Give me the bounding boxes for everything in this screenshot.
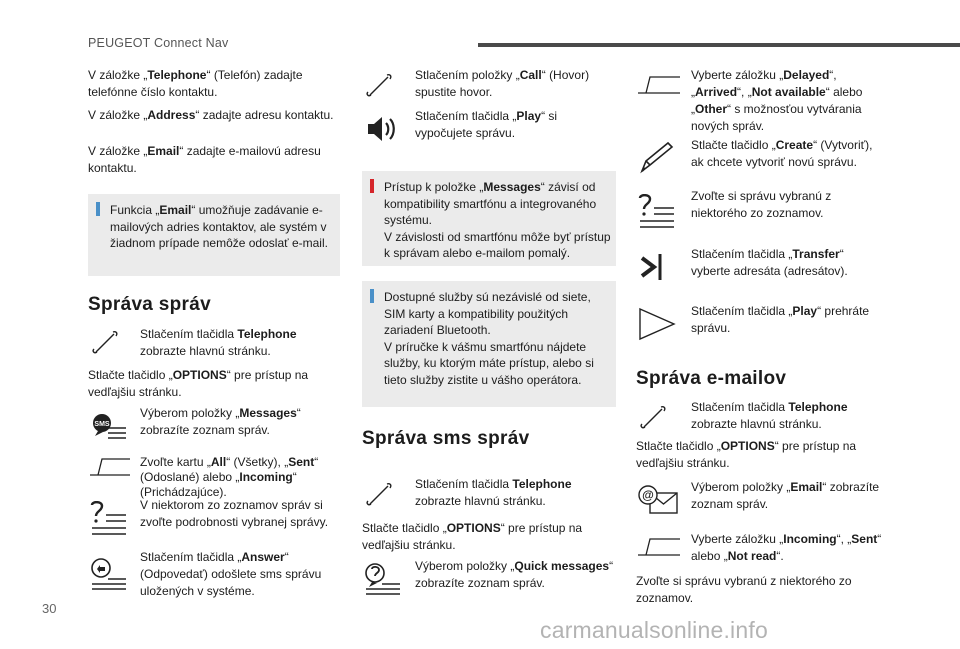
step-quick-messages — [362, 558, 616, 598]
tab-icon — [636, 73, 682, 97]
transfer-icon — [636, 250, 676, 284]
step-text: Stlačením tlačidla „Play“ prehráte správu. — [691, 304, 870, 335]
tab-icon — [636, 535, 682, 559]
message-details-icon — [636, 194, 678, 230]
phone-handset-icon — [362, 73, 396, 99]
paragraph-email-tab: V záložke „Email“ zadajte e-mailovú adresu kontaktu. — [88, 144, 321, 175]
heading-message-management: Správa správ — [88, 294, 211, 315]
step-text: Stlačením položky „Call“ (Hovor) spustite hovor. — [415, 68, 590, 99]
heading-sms-management: Správa sms správ — [362, 428, 530, 449]
message-details-icon — [88, 501, 130, 537]
step-text: Stlačením tlačidla Telephone zobrazte hlavnú stránku. — [691, 400, 848, 431]
step-call — [362, 67, 614, 103]
step-text: Stlačením tlačidla „Play“ si vypočujete správu. — [415, 109, 558, 140]
step-play-email — [636, 303, 886, 343]
info-note-text: Funkcia „Email“ umožňuje zadávanie e-mailových adries kontaktov, ale systém v žiadnom prípade nemôže odoslať e-mail. — [110, 203, 328, 250]
step-text: Výberom položky „Email“ zobrazíte zoznam správ. — [691, 480, 880, 511]
info-note-services — [362, 281, 616, 407]
heading-email-management: Správa e-mailov — [636, 368, 787, 389]
step-play — [362, 108, 614, 148]
step-text: Zvoľte kartu „All“ (Všetky), „Sent“ (Odoslané) alebo „Incoming“ (Prichádzajúce). — [140, 455, 319, 499]
paragraph-options: Stlačte tlačidlo „OPTIONS“ pre prístup na vedľajšiu stránku. — [88, 368, 309, 399]
quick-message-icon — [362, 560, 404, 596]
step-telephone-main — [88, 326, 338, 362]
step-text: V niektorom zo zoznamov správ si zvoľte podrobnosti vybranej správy. — [140, 498, 329, 529]
header-title: PEUGEOT Connect Nav — [88, 36, 229, 50]
step-text: Stlačením tlačidla Telephone zobrazte hlavnú stránku. — [415, 477, 572, 508]
step-answer — [88, 549, 338, 601]
play-icon — [636, 307, 678, 341]
step-select-tab-incoming — [636, 531, 886, 567]
paragraph-telephone-tab: V záložke „Telephone“ (Telefón) zadajte telefónne číslo kontaktu. — [88, 68, 303, 99]
step-email-list — [636, 479, 886, 519]
step-text: Stlačte tlačidlo „Create“ (Vytvoriť), ak chcete vytvoriť novú správu. — [691, 138, 873, 169]
warning-marker — [370, 179, 374, 193]
paragraph-options-email: Stlačte tlačidlo „OPTIONS“ pre prístup na vedľajšiu stránku. — [636, 439, 857, 470]
pencil-icon — [636, 141, 676, 175]
page-number: 30 — [42, 601, 57, 616]
svg-text:@: @ — [642, 488, 654, 502]
step-telephone-main-email — [636, 399, 886, 435]
step-text: Vyberte záložku „Incoming“, „Sent“ alebo „Not read“. — [691, 532, 882, 563]
email-list-icon — [636, 483, 680, 517]
step-messages — [88, 405, 338, 445]
step-text: Stlačením tlačidla Telephone zobrazte hlavnú stránku. — [140, 327, 297, 358]
step-select-tab-delayed — [636, 67, 886, 131]
step-text: Stlačením tlačidla „Answer“ (Odpovedať) odošlete sms správu uložených v systéme. — [140, 550, 322, 598]
paragraph-choose-email: Zvoľte si správu vybranú z niektorého zo zoznamov. — [636, 574, 852, 605]
tab-icon — [88, 455, 132, 479]
sms-list-icon — [88, 409, 130, 443]
phone-handset-icon — [362, 482, 396, 508]
step-create — [636, 137, 886, 177]
step-text: Zvoľte si správu vybranú z niektorého zo zoznamov. — [691, 189, 832, 220]
step-transfer — [636, 246, 886, 286]
info-note-text: Dostupné služby sú nezávislé od siete, SIM karty a kompatibility použitých zariadení Bluetooth. V príručke k vášmu smartfónu nájdete služby, ku ktorým máte prístup, alebo si tieto služby zistite u vášho operátora. — [384, 290, 594, 387]
paragraph-address-tab: V záložke „Address“ zadajte adresu kontaktu. — [88, 108, 334, 122]
speaker-icon — [362, 114, 406, 144]
step-telephone-main-sms — [362, 476, 614, 512]
info-note-email — [88, 194, 340, 276]
info-marker — [370, 289, 374, 303]
step-text: Výberom položky „Messages“ zobrazíte zoznam správ. — [140, 406, 301, 437]
info-marker — [96, 202, 100, 216]
paragraph-options-sms: Stlačte tlačidlo „OPTIONS“ pre prístup na vedľajšiu stránku. — [362, 521, 583, 552]
reply-icon — [88, 555, 130, 591]
phone-handset-icon — [88, 330, 122, 356]
svg-text:SMS: SMS — [94, 421, 110, 428]
step-text: Vyberte záložku „Delayed“, „Arrived“, „Not available“ alebo „Other“ s možnosťou vytvárania nových správ. — [691, 68, 863, 133]
phone-handset-icon — [636, 405, 670, 431]
header-bar — [478, 43, 960, 47]
warning-note-text: Prístup k položke „Messages“ závisí od kompatibility smartfónu a integrovaného systému. V závislosti od smartfónu môže byť prístup k správam alebo e-mailom pomalý. — [384, 180, 611, 260]
warning-note-messages — [362, 171, 616, 266]
step-choose-message — [636, 188, 886, 232]
step-select-tab — [88, 455, 338, 497]
step-text: Stlačením tlačidla „Transfer“ vyberte adresáta (adresátov). — [691, 247, 848, 278]
watermark: carmanualsonline.info — [540, 617, 768, 643]
step-message-details — [88, 497, 338, 541]
step-text: Výberom položky „Quick messages“ zobrazíte zoznam správ. — [415, 559, 614, 590]
